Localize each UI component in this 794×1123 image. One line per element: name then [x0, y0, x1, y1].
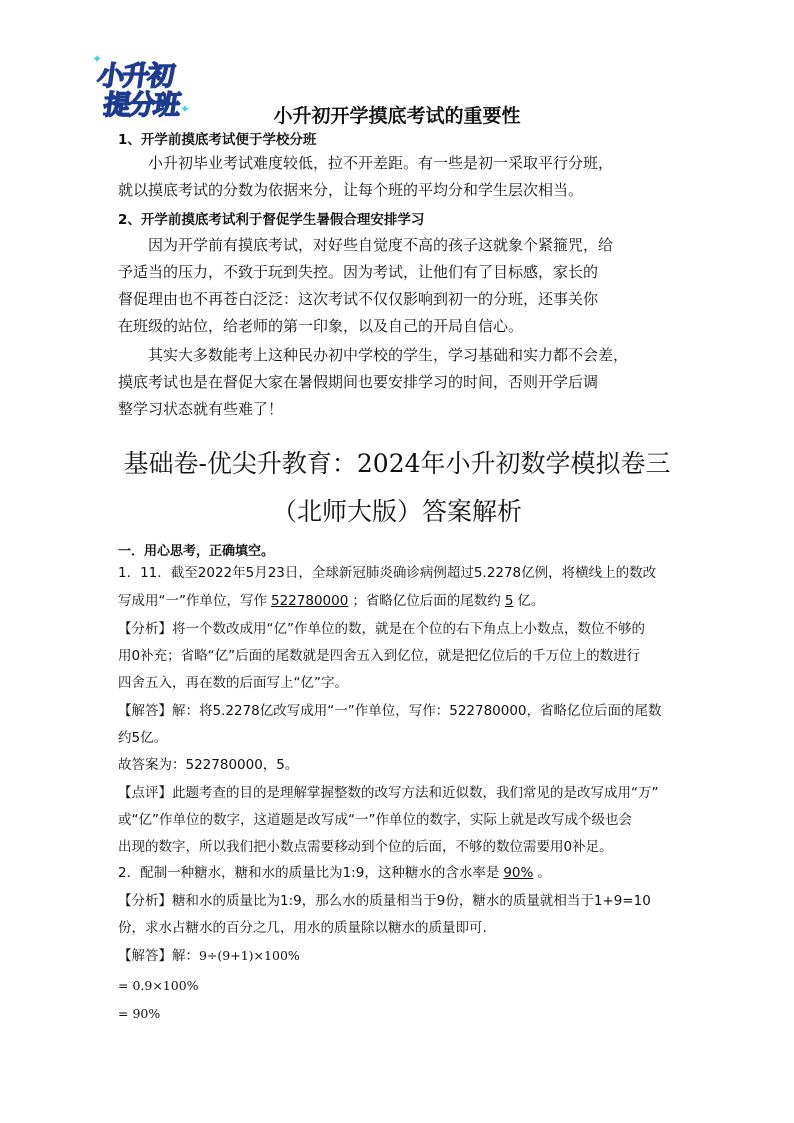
intro-section-2-paragraph: 因为开学前有摸底考试，对好些自觉度不高的孩子这就象个紧箍咒，给 予适当的压力，不致于玩到失控。因为考试，让他们有了目标感，家长的 督促理由也不再苍白泛泛：这次考试不仅仅影响到初一的分班，还事关你 在班级的站位，给老师的第一印象，以及自己的开局自信心。 [118, 236, 614, 335]
q1-answer: 故答案为：522780000，5。 [118, 757, 299, 773]
q1-line2: 写成用“一”作单位，写作 522780000 ；省略亿位后面的尾数约 5 亿。 [118, 593, 545, 609]
q1-answer-blank-2: 5 [504, 593, 514, 609]
q2-solution-expression: 9÷(9+1)×100% [199, 948, 300, 963]
sparkle-icon: ✦ [180, 102, 191, 116]
section-heading: 一．用心思考，正确填空。 [118, 544, 275, 559]
q2-answer-blank: 90% [503, 865, 534, 881]
q1-line1: 1．11．截至2022年5月23日，全球新冠肺炎确诊病例超过5.2278亿例，将横线上的数改 [118, 565, 657, 581]
sparkle-icon: ✦ [92, 52, 103, 66]
intro-section-2-heading: 2、开学前摸底考试利于督促学生暑假合理安排学习 [118, 212, 425, 228]
q2-step2: = 90% [118, 1006, 161, 1021]
logo-line1: 小升初 [95, 61, 175, 92]
q1-comment: 【点评】此题考查的目的是理解掌握整数的改写方法和近似数，我们常见的是改写成用“万” 或“亿”作单位的数字，这道题是改写成“一”作单位的数字，实际上就是改写成个级也会 出现的数字，所以我们把小数点需要移动到个位的后面，不够的数位需要用0补足。 [118, 785, 659, 855]
doc-title-line2: （北师大版）答案解析 [271, 497, 522, 526]
q1-analysis: 【分析】将一个数改成用“亿”作单位的数，就是在个位的右下角点上小数点，数位不够的 用0补充；省略“亿”后面的尾数就是四舍五入到亿位，就是把亿位后的千万位上的数进行 四舍五入，再在数的后面写上“亿”字。 [118, 621, 645, 691]
logo-line2: 提分班 [101, 90, 181, 121]
intro-title: 小升初开学摸底考试的重要性 [273, 105, 521, 127]
q2-solution: 【解答】解：9÷(9+1)×100% [118, 948, 300, 964]
doc-title-line1: 基础卷-优尖升教育：2024年小升初数学模拟卷三 [123, 449, 671, 478]
q2-analysis: 【分析】糖和水的质量比为1:9，那么水的质量相当于9份，糖水的质量就相当于1+9=10 份，求水占糖水的百分之几，用水的质量除以糖水的质量即可. [118, 893, 651, 936]
q1-answer-blank-1: 522780000 [271, 593, 349, 609]
q2-step1: = 0.9×100% [118, 978, 199, 993]
q2-line1: 2．配制一种糖水，糖和水的质量比为1:9，这种糖水的含水率是 90% 。 [118, 865, 551, 881]
intro-section-1-paragraph: 小升初毕业考试难度较低，拉不开差距。有一些是初一采取平行分班， 就以摸底考试的分数为依据来分，让每个班的平均分和学生层次相当。 [118, 154, 614, 199]
intro-section-1-heading: 1、开学前摸底考试便于学校分班 [118, 132, 317, 148]
intro-closing-paragraph: 其实大多数能考上这种民办初中学校的学生，学习基础和实力都不会差， 摸底考试也是在督促大家在暑假期间也要安排学习的时间，否则开学后调 整学习状态就有些难了！ [118, 346, 629, 418]
q1-solution: 【解答】解：将5.2278亿改写成用“一”作单位，写作：522780000，省略亿位后面的尾数 约5亿。 [118, 703, 662, 746]
